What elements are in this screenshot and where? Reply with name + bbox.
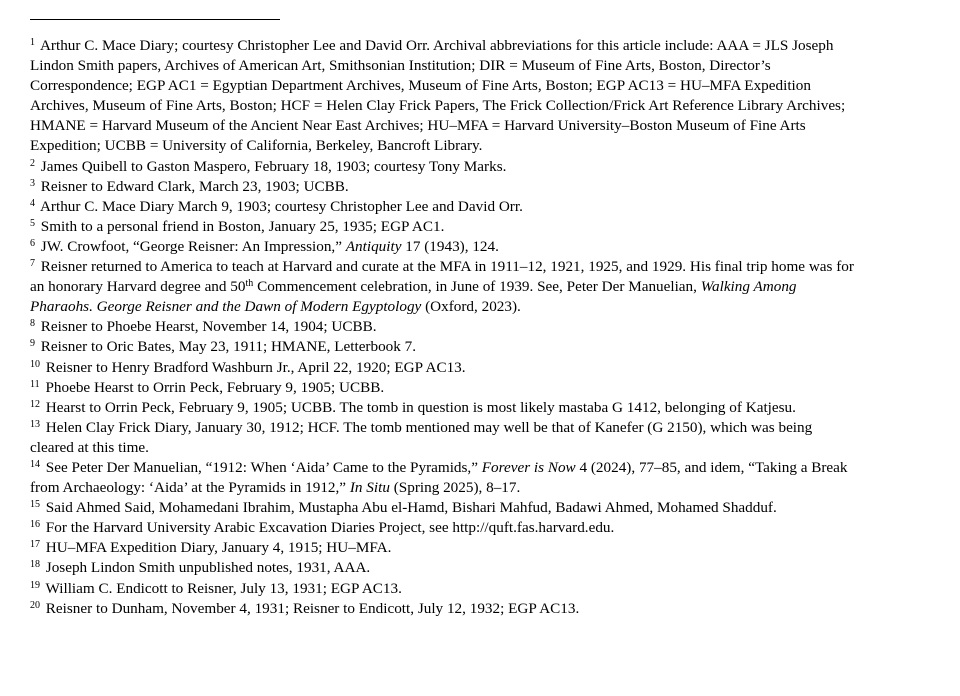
footnote-number: 7 — [30, 258, 35, 270]
footnote-number: 6 — [30, 237, 35, 249]
footnote-number: 12 — [30, 398, 40, 410]
footnote-text: See Peter Der Manuelian, “1912: When ‘Aida’ Came to the Pyramids,” — [45, 458, 482, 476]
footnote-number: 13 — [30, 418, 40, 430]
footnote-17 — [30, 538, 858, 558]
footnote-text: Hearst to Orrin Peck, February 9, 1905; UCBB. The tomb in question is most likely mastaba G 1412, belonging of Katjesu. — [45, 398, 796, 416]
footnote-number: 1 — [30, 37, 35, 48]
footnote-1 — [30, 36, 858, 157]
footnote-italic-title: Walking Among Pharaohs. George Reisner and the Dawn of Modern Egyptology — [30, 278, 797, 316]
footnotes-list — [30, 36, 858, 619]
footnote-4 — [30, 197, 858, 217]
footnote-number: 9 — [30, 338, 35, 350]
footnote-text: Reisner to Henry Bradford Washburn Jr., April 22, 1920; EGP AC13. — [45, 358, 466, 376]
footnote-11 — [30, 378, 858, 398]
footnote-text: Arthur C. Mace Diary; courtesy Christopher Lee and David Orr. Archival abbreviations for this article include: AAA = JLS Joseph Lindon Smith papers, Archives of American Art, Smithsonian Institution; DIR = Museum of Fine Arts, Boston, Director’s Correspondence; EGP AC1 = Egyptian Department Archives, Museum of Fine Arts, Boston; EGP AC13 = HU–MFA Expedition Archives, Museum of Fine Arts, Boston; HCF = Helen Clay Frick Papers, The Frick Collection/Frick Art Reference Library Archives; HMANE = Harvard Museum of the Ancient Near East Archives; HU–MFA = Harvard University–Boston Museum of Fine Arts Expedition; UCBB = University of California, Berkeley, Bancroft Library. — [30, 37, 846, 155]
footnote-10 — [30, 358, 858, 378]
footnote-text: HU–MFA Expedition Diary, January 4, 1915; HU–MFA. — [45, 539, 392, 557]
footnote-italic-title: Antiquity — [345, 237, 402, 255]
footnote-3 — [30, 177, 858, 197]
footnote-text: (Spring 2025), 8–17. — [389, 479, 521, 497]
footnote-text: Reisner to Oric Bates, May 23, 1911; HMANE, Letterbook 7. — [40, 338, 417, 356]
footnote-number: 2 — [30, 157, 35, 169]
footnote-text: 4 (2024), 77–85, and idem, “Taking a Break from Archaeology: ‘Aida’ at the Pyramids in 1912,” — [30, 458, 848, 497]
footnote-text: Phoebe Hearst to Orrin Peck, February 9, 1905; UCBB. — [45, 378, 385, 396]
footnote-7 — [30, 257, 858, 317]
footnote-20 — [30, 599, 858, 619]
footnote-number: 5 — [30, 217, 35, 229]
footnote-number: 19 — [30, 579, 40, 591]
footnote-text: Helen Clay Frick Diary, January 30, 1912; HCF. The tomb mentioned may well be that of Kanefer (G 2150), which was being cleared at this time. — [30, 418, 813, 456]
footnote-number: 15 — [30, 499, 40, 511]
footnote-19 — [30, 579, 858, 599]
footnote-12 — [30, 398, 858, 418]
footnote-italic-title: Forever is Now — [481, 458, 576, 476]
footnote-8 — [30, 317, 858, 337]
footnote-number: 14 — [30, 458, 40, 470]
footnote-text: Joseph Lindon Smith unpublished notes, 1931, AAA. — [45, 559, 371, 577]
footnote-5 — [30, 217, 858, 237]
footnote-number: 17 — [30, 539, 40, 551]
footnote-text: Reisner returned to America to teach at Harvard and curate at the MFA in 1911–12, 1921, 1925, and 1929. His final trip home was for an honorary Harvard degree and 50 — [30, 258, 854, 296]
footnote-number: 16 — [30, 519, 40, 531]
footnote-18 — [30, 558, 858, 578]
footnote-9 — [30, 337, 858, 357]
footnote-number: 4 — [30, 197, 35, 209]
footnote-text: Smith to a personal friend in Boston, January 25, 1935; EGP AC1. — [40, 217, 445, 235]
footnote-number: 3 — [30, 177, 35, 189]
footnote-number: 8 — [30, 318, 35, 330]
footnote-2 — [30, 157, 858, 177]
footnote-number: 11 — [30, 378, 40, 390]
footnote-text: Commencement celebration, in June of 1939. See, Peter Der Manuelian, — [253, 278, 701, 296]
footnote-number: 10 — [30, 358, 40, 370]
footnote-text: Said Ahmed Said, Mohamedani Ibrahim, Mustapha Abu el-Hamd, Bishari Mahfud, Badawi Ahmed, Mohamed Shadduf. — [45, 499, 777, 517]
footnote-text: JW. Crowfoot, “George Reisner: An Impression,” — [40, 237, 346, 255]
footnote-16 — [30, 518, 858, 538]
footnote-6 — [30, 237, 858, 257]
footnote-15 — [30, 498, 858, 518]
footnote-italic-title: In Situ — [349, 479, 390, 497]
footnote-text: Reisner to Phoebe Hearst, November 14, 1904; UCBB. — [40, 318, 377, 336]
footnote-14 — [30, 458, 858, 498]
footnote-text: James Quibell to Gaston Maspero, February 18, 1903; courtesy Tony Marks. — [40, 157, 507, 175]
footnote-text: William C. Endicott to Reisner, July 13, 1931; EGP AC13. — [45, 579, 402, 597]
footnote-text: Arthur C. Mace Diary March 9, 1903; courtesy Christopher Lee and David Orr. — [39, 197, 523, 215]
footnote-text: Reisner to Dunham, November 4, 1931; Reisner to Endicott, July 12, 1932; EGP AC13. — [45, 599, 580, 617]
footnote-separator-rule — [30, 19, 280, 20]
footnote-ordinal-superscript: th — [245, 278, 254, 290]
footnote-text: For the Harvard University Arabic Excavation Diaries Project, see http://quft.fas.harvard.edu. — [45, 519, 615, 537]
footnote-number: 18 — [30, 559, 40, 571]
footnote-text: 17 (1943), 124. — [401, 237, 499, 255]
footnote-number: 20 — [30, 599, 40, 611]
footnote-text: Reisner to Edward Clark, March 23, 1903; UCBB. — [40, 177, 349, 195]
footnote-text: (Oxford, 2023). — [421, 298, 521, 316]
footnote-13 — [30, 418, 858, 458]
